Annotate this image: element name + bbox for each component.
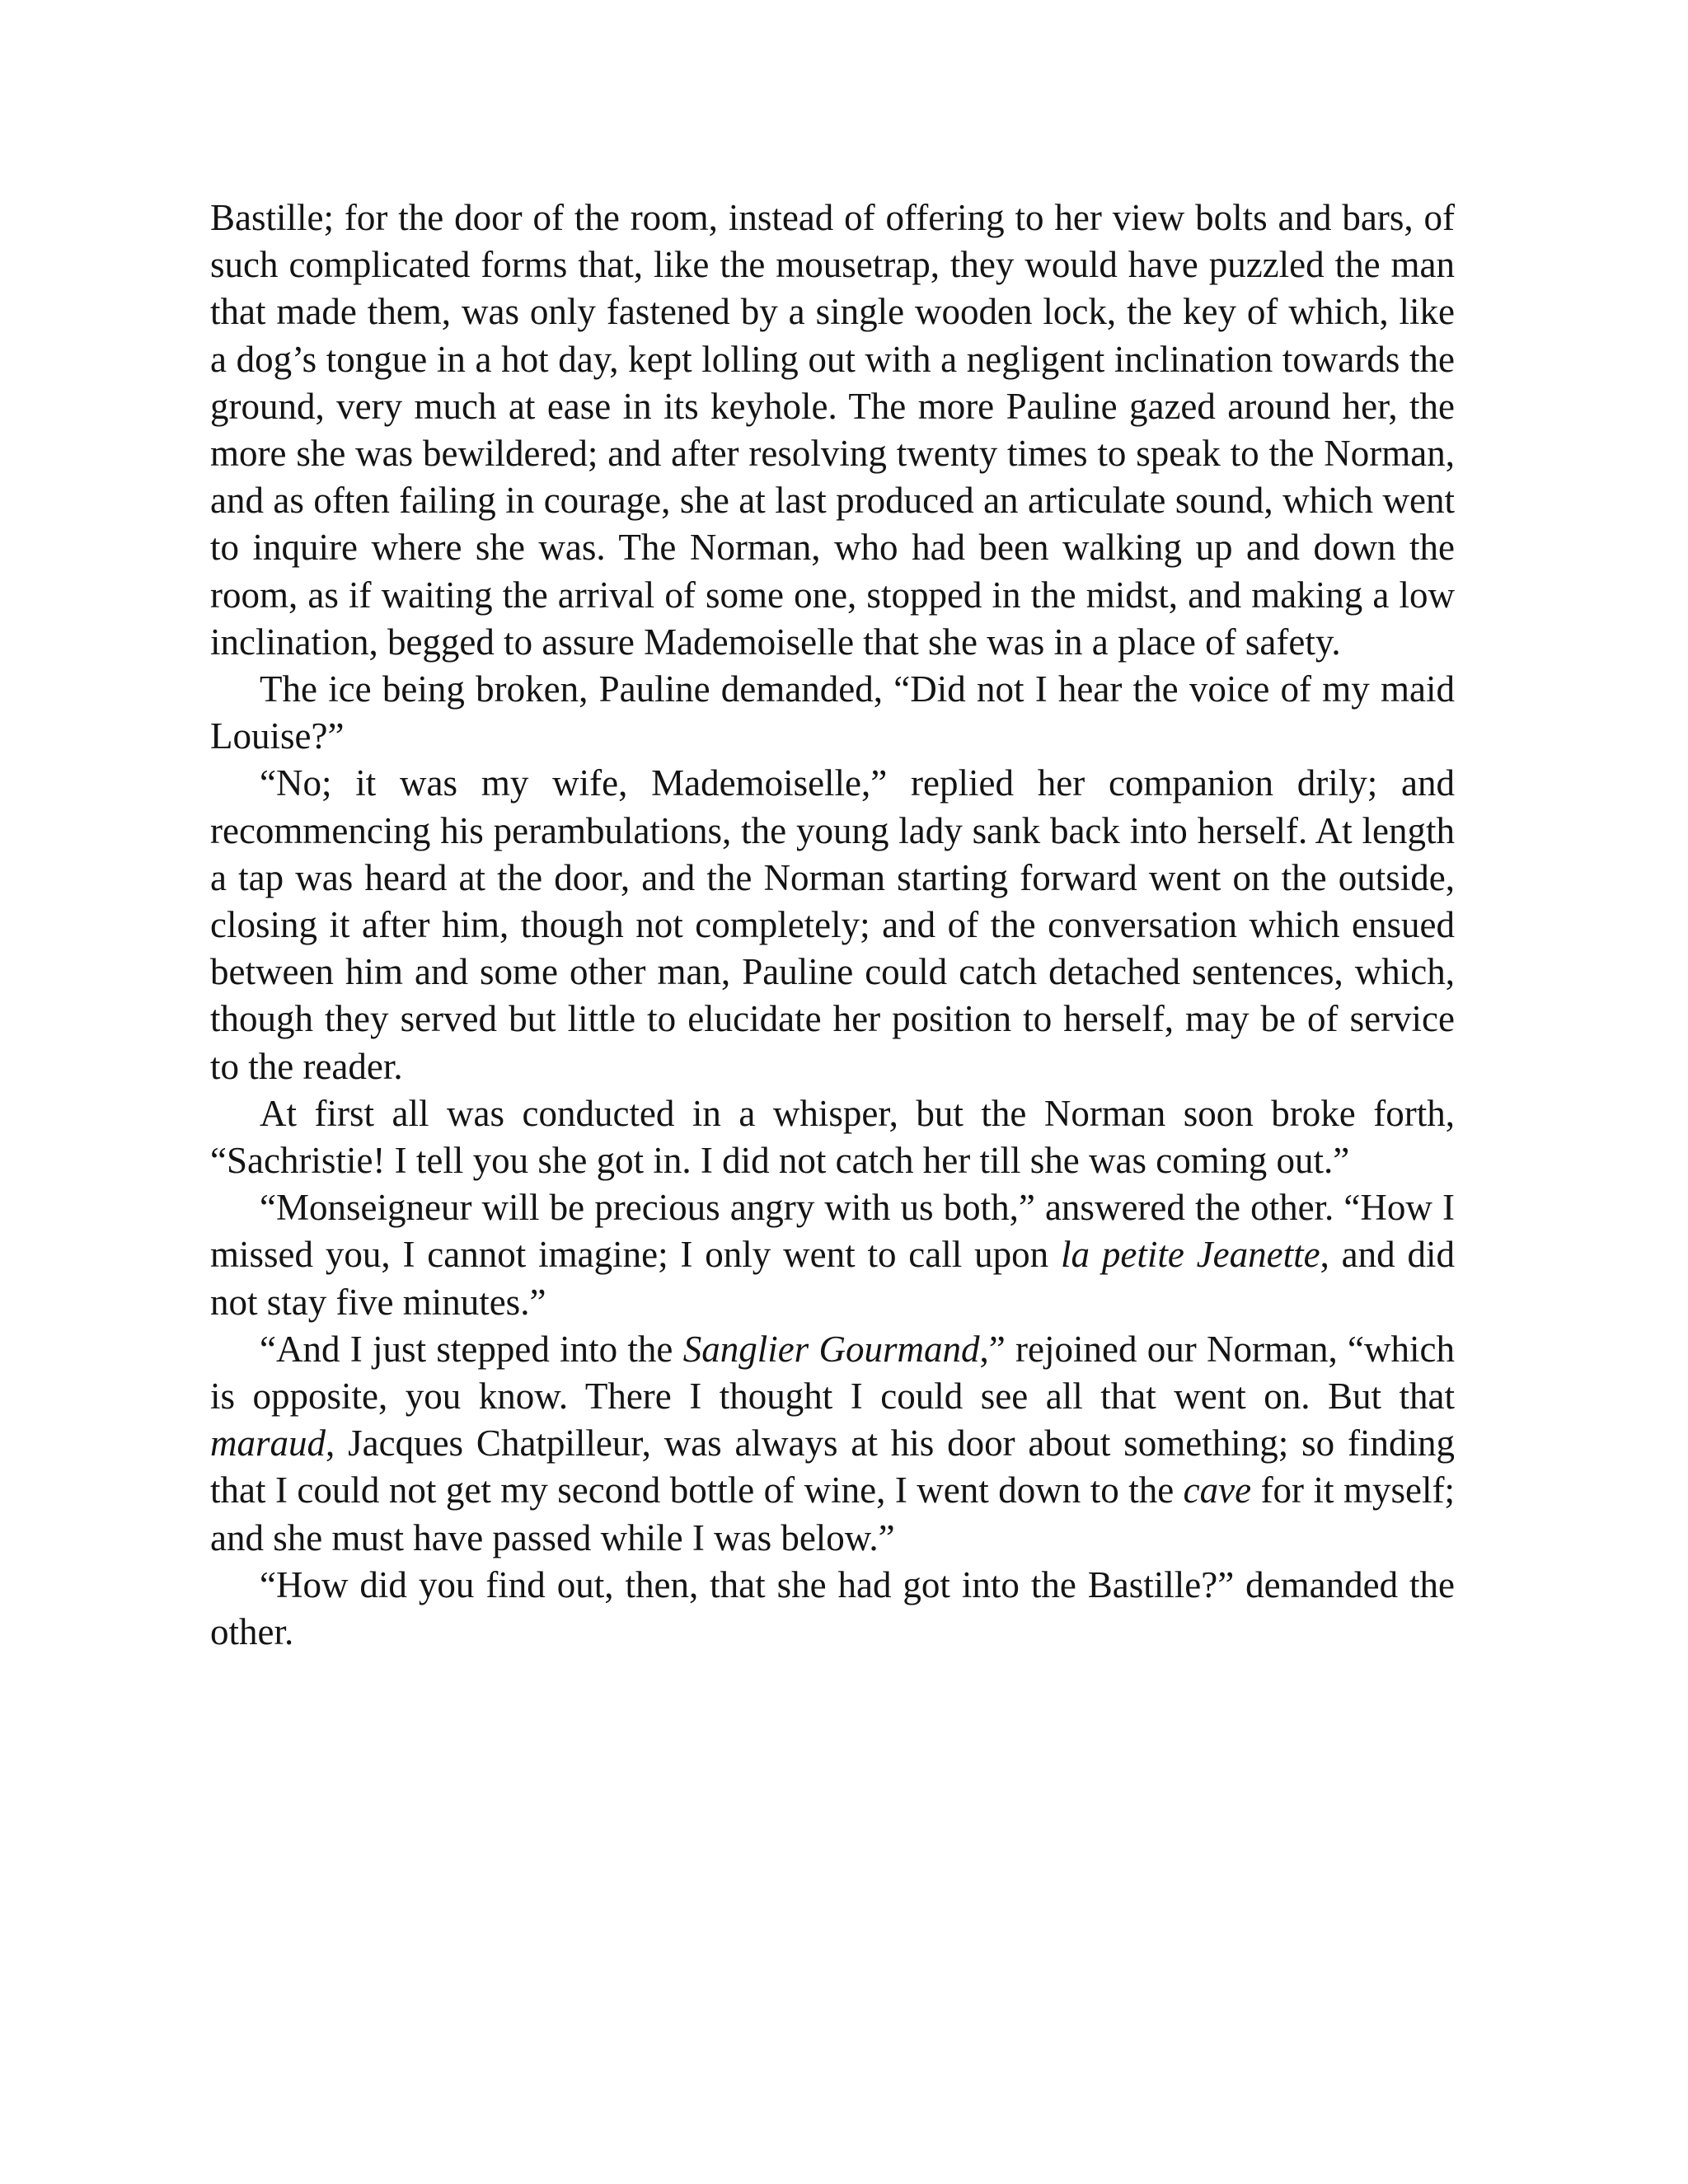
paragraph-5-text-b: , and did not stay five minutes.” bbox=[210, 1234, 1456, 1323]
paragraph-2-text: The ice being broken, Pauline demanded, “Did not I hear the voice of my maid Louise?” bbox=[210, 668, 1455, 757]
paragraph-6-text-b: ,” rejoined our Norman, “which is opposite, you know. There I thought I could see all that went on. But that bbox=[210, 1328, 1455, 1418]
paragraph-4-text: At first all was conducted in a whisper, but the Norman soon broke forth, “Sachristie! I tell you she got in. I did not catch her till she was coming out.” bbox=[210, 1092, 1455, 1182]
paragraph-6-text-d: for it myself; and she must have passed while I was below.” bbox=[210, 1469, 1455, 1558]
body-text bbox=[210, 194, 1455, 1656]
paragraph-4 bbox=[210, 1090, 1455, 1184]
paragraph-5-text-a: “Monseigneur will be precious angry with us both,” answered the other. “How I missed you, I cannot imagine; I only went to call upon bbox=[210, 1187, 1455, 1276]
paragraph-2 bbox=[210, 666, 1455, 760]
paragraph-3 bbox=[210, 760, 1455, 1090]
paragraph-1-text: Bastille; for the door of the room, instead of offering to her view bolts and bars, of such complicated forms that, like the mousetrap, they would have puzzled the man that made them, was only fastened by a single wooden lock, the key of which, like a dog’s tongue in a hot day, kept lolling out with a negligent inclination towards the ground, very much at ease in its keyhole. The more Pauline gazed around her, the more she was bewildered; and after resolving twenty times to speak to the Norman, and as often failing in courage, she at last produced an articulate sound, which went to inquire where she was. The Norman, who had been walking up and down the room, as if waiting the arrival of some one, stopped in the midst, and making a low inclination, begged to assure Mademoiselle that she was in a place of safety. bbox=[210, 197, 1455, 663]
paragraph-6-text-c: , Jacques Chatpilleur, was always at his door about something; so finding that I could not get my second bottle of wine, I went down to the bbox=[210, 1422, 1455, 1511]
paragraph-5 bbox=[210, 1184, 1455, 1326]
paragraph-7 bbox=[210, 1562, 1455, 1656]
paragraph-6-italic-phrase-3: cave bbox=[1183, 1469, 1252, 1511]
paragraph-6 bbox=[210, 1326, 1455, 1562]
paragraph-6-text-a: “And I just stepped into the bbox=[260, 1328, 683, 1370]
paragraph-6-italic-phrase-2: maraud bbox=[210, 1422, 326, 1465]
paragraph-6-italic-phrase-1: Sanglier Gourmand bbox=[682, 1328, 980, 1370]
paragraph-7-text: “How did you find out, then, that she had got into the Bastille?” demanded the other. bbox=[210, 1563, 1455, 1653]
paragraph-3-text: “No; it was my wife, Mademoiselle,” replied her companion drily; and recommencing his perambulations, the young lady sank back into herself. At length a tap was heard at the door, and the Norman starting forward went on the outside, closing it after him, though not completely; and of the conversation which ensued between him and some other man, Pauline could catch detached sentences, which, though they served but little to elucidate her position to herself, may be of service to the reader. bbox=[210, 762, 1455, 1087]
paragraph-5-italic-phrase: la petite Jeanette bbox=[1060, 1234, 1320, 1276]
paragraph-1 bbox=[210, 194, 1455, 666]
